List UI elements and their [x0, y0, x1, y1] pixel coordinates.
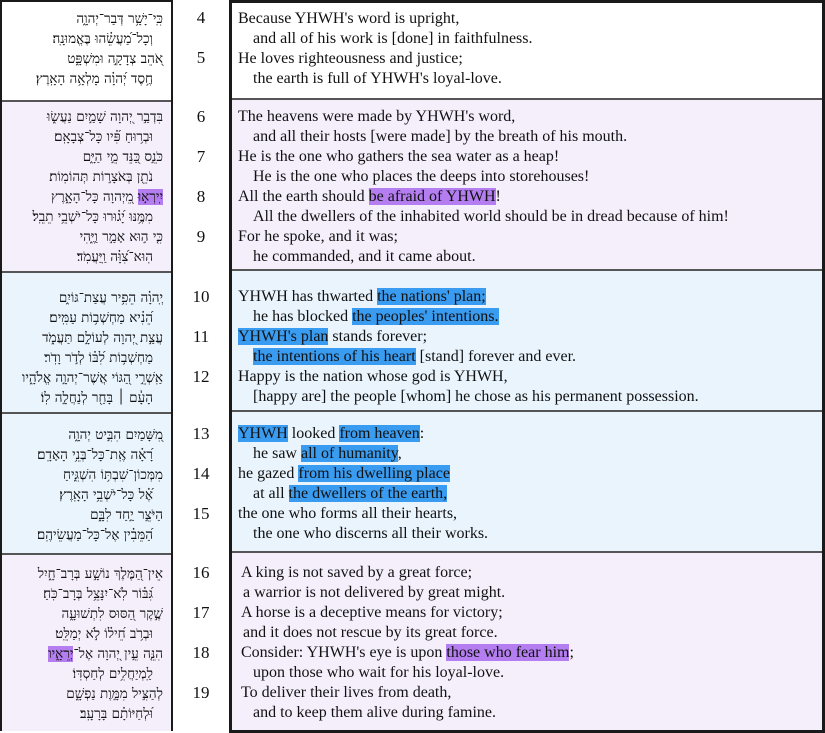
verse-number: 5 — [196, 48, 206, 67]
english-line: He is the one who gathers the sea water as a heap! — [238, 148, 560, 165]
hebrew-line: אֹ֭הֵב צְדָקָ֣ה וּמִשְׁפָּ֑ט — [67, 51, 163, 67]
verse-number: 18 — [192, 643, 210, 662]
english-highlight: all of humanity — [300, 445, 398, 462]
english-line: [happy are] the people [whom] he chose as his permanent possession. — [253, 388, 699, 405]
hebrew-line: כִּֽי־יָשָׁ֥ר דְּבַר־יְהוָ֑ה — [76, 11, 163, 27]
english-line: and it does not rescue by its great force. — [243, 624, 498, 641]
english-line: and to keep them alive during famine. — [253, 704, 497, 721]
english-line: Because YHWH's word is upright, — [238, 10, 460, 27]
english-highlight: the peoples' intentions. — [352, 308, 499, 325]
english-line: a warrior is not delivered by great might. — [243, 584, 506, 601]
hebrew-section-2 — [2, 102, 171, 273]
english-line: All the dwellers of the inhabited world should be in dread because of him! — [253, 208, 729, 225]
hebrew-line: אַֽשְׁרֵ֣י הַ֭גּוֹי אֲשֶׁר־יְהוָ֣ה אֱלֹהָ֑יו — [21, 370, 163, 386]
hebrew-line: לְהַצִּ֣יל מִמָּ֣וֶת נַפְשָׁ֑ם — [66, 686, 163, 702]
hebrew-line: מִמֶּ֥נּוּ יָ֝ג֗וּרוּ כָּל־יֹשְׁבֵ֥י תֵבֵֽל׃ — [32, 209, 153, 225]
hebrew-line: וְכָל־מַ֝עֲשֵׂ֗הוּ בֶּאֱמוּנָֽה׃ — [52, 31, 153, 47]
hebrew-line: וּ֝לְחַיּוֹתָ֗ם בָּרָעָֽב׃ — [80, 706, 153, 722]
hebrew-line: הַ֝מֵּבִ֗ין אֶל־כָּל־מַעֲשֵׂיהֶֽם׃ — [36, 527, 153, 543]
hebrew-line: הֽוּא־צִ֝וָּ֗ה וַֽיַּעֲמֹֽד׃ — [76, 249, 153, 265]
verse-number: 11 — [192, 327, 210, 346]
english-highlight: YHWH — [238, 425, 288, 442]
english-section-4 — [232, 412, 822, 553]
english-line-verse-14b: at all the dwellers of the earth, — [253, 485, 448, 502]
english-line: and all their hosts [were made] by the breath of his mouth. — [253, 128, 628, 145]
verse-number: 17 — [192, 603, 210, 622]
verse-number: 14 — [192, 464, 210, 483]
hebrew-line: בִּדְבַ֣ר יְ֭הוָה שָׁמַ֣יִם נַעֲשׂ֑וּ — [46, 109, 163, 125]
english-line-verse-18: Consider: YHWH's eye is upon those who fear him; — [241, 644, 574, 661]
hebrew-section-3 — [2, 273, 171, 414]
english-line: The heavens were made by YHWH's word, — [238, 108, 516, 125]
hebrew-line: מִמְּכוֹן־שִׁבְתּ֥וֹ הִשְׁגִּ֑יחַ — [62, 467, 163, 483]
verse-number-column — [173, 0, 229, 733]
hebrew-line: מַחְשְׁב֥וֹת לִ֝בּ֗וֹ לְדֹ֣ר וָדֹֽר׃ — [44, 350, 153, 366]
hebrew-line: אֶ֝֗ל כָּל־יֹשְׁבֵ֥י הָאָֽרֶץ׃ — [59, 487, 153, 503]
english-line: he commanded, and it came about. — [253, 248, 476, 265]
english-line-verse-11a: YHWH's plan stands forever; — [238, 328, 428, 345]
english-section-5 — [232, 553, 822, 730]
hebrew-section-4 — [2, 414, 171, 555]
hebrew-line: כֹּנֵ֣ס כַּ֭נֵּד מֵ֣י הַיָּ֑ם — [82, 149, 163, 165]
english-line: the earth is full of YHWH's loyal-love. — [253, 70, 502, 87]
english-highlight: the dwellers of the earth, — [288, 485, 448, 502]
hebrew-line: הֵ֝נִ֗יא מַחְשְׁב֥וֹת עַמִּֽים׃ — [49, 310, 153, 326]
hebrew-section-5 — [2, 555, 171, 731]
english-line: For he spoke, and it was; — [238, 228, 398, 245]
hebrew-line: כִּ֤י ה֣וּא אָמַ֣ר וַיֶּ֑הִי — [79, 229, 163, 245]
hebrew-line: וּבְרֹ֥ב חֵ֝יל֗וֹ לֹ֣א יְמַלֵּֽט׃ — [55, 626, 153, 642]
verse-number: 15 — [192, 504, 210, 523]
hebrew-line: חֶ֥סֶד יְ֝הוָ֗ה מָלְאָ֥ה הָאָֽרֶץ׃ — [35, 71, 153, 87]
english-line-verse-10b: he has blocked the peoples' intentions. — [253, 308, 499, 325]
english-line-verse-13b: he saw all of humanity, — [253, 445, 402, 462]
verse-number: 10 — [192, 287, 210, 306]
hebrew-line: הַיֹּצֵ֣ר יַ֣חַד לִבָּ֑ם — [90, 507, 163, 523]
english-highlight: YHWH's plan — [238, 328, 329, 345]
english-line: He loves righteousness and justice; — [238, 50, 463, 67]
verse-number: 6 — [196, 107, 206, 126]
english-line-verse-8: All the earth should be afraid of YHWH! — [238, 188, 501, 205]
hebrew-line: עֲצַ֣ת יְ֭הוָה לְעוֹלָ֣ם תַּעֲמֹ֑ד — [42, 330, 163, 346]
english-line-verse-13a: YHWH looked from heaven: — [238, 425, 425, 442]
english-line: He is the one who places the deeps into storehouses! — [253, 168, 590, 185]
english-line: the one who discerns all their works. — [253, 525, 489, 542]
hebrew-line-verse-18: הִנֵּ֤ה עֵ֣ין יְ֭הוָה אֶל־יְרֵאָ֑יו — [48, 646, 163, 662]
hebrew-line: רָ֝אָ֗ה אֶֽת־כָּל־בְּנֵ֥י הָאָדָֽם׃ — [37, 447, 153, 463]
english-line-verse-14a: he gazed from his dwelling place — [238, 465, 450, 482]
hebrew-line: מִ֭שָּׁמַיִם הִבִּ֣יט יְהוָ֑ה — [68, 427, 163, 443]
hebrew-line: הָעָ֓ם ׀ בָּחַ֖ר לְנַחֲלָ֣ה לֽוֹ׃ — [40, 390, 153, 406]
english-highlight: the intentions of his heart — [253, 348, 416, 365]
verse-number: 9 — [196, 227, 206, 246]
verse-number: 8 — [196, 187, 206, 206]
english-line: A king is not saved by a great force; — [241, 564, 473, 581]
verse-number: 13 — [192, 424, 210, 443]
hebrew-line: יְֽהוָ֗ה הֵפִ֥יר עֲצַת־גּוֹיִ֑ם — [58, 290, 163, 306]
english-section-3 — [232, 271, 822, 412]
verse-number: 12 — [192, 367, 210, 386]
hebrew-line: גִּ֝בּ֗וֹר לֹֽא־יִנָּצֵ֥ל בְּרָב־כֹּֽחַ׃ — [43, 586, 153, 602]
hebrew-line-verse-8: יִֽירְא֣וּ מֵ֭יְהוָה כָּל־הָאָ֑רֶץ — [50, 189, 163, 205]
english-line: A horse is a deceptive means for victory; — [241, 604, 503, 621]
english-column — [229, 0, 825, 733]
hebrew-line: נֹתֵ֖ן בְּאֹצָר֣וֹת תְּהוֹמֽוֹת׃ — [49, 169, 153, 185]
verse-number: 4 — [196, 8, 206, 27]
english-line: Happy is the nation whose god is YHWH, — [238, 368, 508, 385]
hebrew-highlight: יְרֵאָ֑יו — [48, 646, 74, 662]
verse-number: 16 — [192, 563, 210, 582]
english-line: the one who forms all their hearts, — [238, 505, 458, 522]
english-highlight: from heaven — [339, 425, 420, 442]
hebrew-line: וּבְר֥וּחַ פִּ֝֗יו כָּל־צְבָאָֽם׃ — [54, 129, 153, 145]
english-highlight: from his dwelling place — [298, 465, 450, 482]
english-highlight: be afraid of YHWH — [368, 188, 496, 205]
verse-number: 7 — [196, 147, 206, 166]
english-line: upon those who wait for his loyal-love. — [253, 664, 505, 681]
english-section-1 — [232, 3, 822, 100]
hebrew-line: אֵין־הַ֭מֶּלֶךְ נוֹשָׁ֣ע בְּרָב־חָ֑יִל — [37, 566, 163, 582]
hebrew-line: לַֽמְיַחֲלִ֥ים לְחַסְדּֽוֹ׃ — [72, 666, 153, 682]
english-line: To deliver their lives from death, — [241, 684, 452, 701]
english-section-2 — [232, 100, 822, 271]
english-line: and all of his work is [done] in faithfulness. — [253, 30, 533, 47]
english-highlight: the nations' plan; — [377, 288, 486, 305]
hebrew-column — [0, 0, 173, 731]
hebrew-highlight: יִֽירְא֣וּ — [137, 189, 163, 205]
hebrew-section-1 — [2, 2, 171, 102]
hebrew-line: שֶׁ֣קֶר הַ֭סּוּס לִתְשׁוּעָ֑ה — [61, 606, 163, 622]
verse-number: 19 — [192, 683, 210, 702]
english-line-verse-11b: the intentions of his heart [stand] forever and ever. — [253, 348, 577, 365]
english-line-verse-10a: YHWH has thwarted the nations' plan; — [238, 288, 486, 305]
english-highlight: those who fear him — [446, 644, 570, 661]
